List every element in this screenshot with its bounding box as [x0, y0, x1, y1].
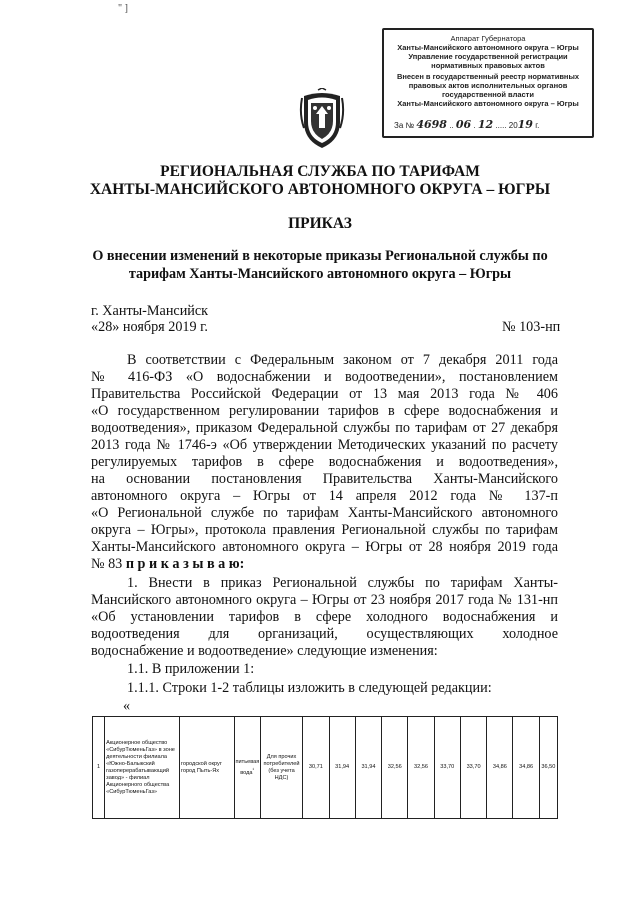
organization-cell: Акционерное общество «СибурТюменьГаз» в зоне деятельности филиала «Южно-Балыкский газоперерабатывающий завод» - филиал Акционерного общества «СибурТюменьГаз»	[105, 717, 180, 819]
para1-line: № 416-ФЗ «О водоснабжении и водоотведении», постановлением	[91, 369, 558, 385]
stamp-reg-month: 12	[477, 118, 494, 131]
item-1-1: 1.1. В приложении 1:	[127, 661, 255, 677]
stamp-registration	[394, 120, 539, 130]
tariff-value: 32,56	[408, 717, 434, 819]
row-number: 1	[93, 717, 105, 819]
tariff-value: 31,94	[355, 717, 381, 819]
para2-line: Мансийского автономного округа – Югры от 23 ноября 2017 года № 131-нп	[91, 592, 558, 608]
service-cell	[234, 717, 260, 819]
tariff-value: 33,70	[434, 717, 460, 819]
tariff-table	[92, 716, 558, 819]
document-type: ПРИКАЗ	[288, 215, 352, 232]
para1-line: на основании постановления Правительства Ханты-Мансийского	[91, 471, 558, 487]
stamp-reg-year-prefix: 20	[508, 121, 518, 130]
coat-of-arms-icon	[298, 88, 346, 152]
subject-line-2: тарифам Ханты-Мансийского автономного округа – Югры	[128, 266, 512, 282]
tariff-value: 30,71	[303, 717, 329, 819]
item-1-1-1: 1.1.1. Строки 1-2 таблицы изложить в следующей редакции:	[127, 680, 492, 696]
stamp-reg-day: 06	[455, 118, 472, 131]
quote-open: «	[123, 698, 131, 714]
protocol-number: № 83	[91, 556, 123, 572]
tariff-value: 34,86	[487, 717, 513, 819]
para1-line: округа – Югры», протокола правления Региональной службы по тарифам	[91, 522, 558, 538]
city: г. Ханты-Мансийск	[91, 303, 209, 319]
stamp-line: Ханты-Мансийского автономного округа – Югры	[397, 43, 579, 52]
page-mark: " ]	[118, 3, 128, 14]
registration-stamp	[382, 28, 594, 138]
para1-line: регулируемых тарифов в сфере водоснабжения и водоотведения»,	[91, 454, 558, 470]
para2-line: водоотведения для организаций, осуществляющих холодное	[91, 626, 558, 642]
order-number: № 103-нп	[502, 319, 561, 335]
stamp-line: Внесен в государственный реестр нормативных	[396, 72, 580, 81]
stamp-separator: ..	[449, 121, 456, 130]
para1-line: В соответствии с Федеральным законом от 7 декабря 2011 года	[127, 352, 558, 368]
subject-line-1: О внесении изменений в некоторые приказы Региональной службы по	[92, 248, 548, 264]
tariff-value: 32,56	[382, 717, 408, 819]
stamp-line: Управление государственной регистрации	[408, 52, 568, 61]
territory-cell: городской округ город Пыть-Ях	[179, 717, 234, 819]
para1-line: 2013 года № 1746-э «Об утверждении Методических указаний по расчету	[91, 437, 558, 453]
stamp-line: нормативных правовых актов	[431, 61, 545, 70]
stamp-line: государственной власти	[442, 90, 534, 99]
order-word: п р и к а з ы в а ю:	[125, 556, 245, 572]
stamp-reg-suffix: г.	[535, 121, 540, 130]
tariff-value: 31,94	[329, 717, 355, 819]
stamp-line: Ханты-Мансийского автономного округа – Югры	[397, 99, 579, 108]
para2-line: «Об установлении тарифов в сфере холодного водоснабжения и	[91, 609, 558, 625]
stamp-line: Аппарат Губернатора	[450, 34, 526, 43]
para1-line: «О государственном регулировании тарифов в сфере водоснабжения и	[91, 403, 558, 419]
stamp-reg-prefix: За №	[394, 121, 415, 130]
stamp-separator: .....	[495, 121, 509, 130]
stamp-line: правовых актов исполнительных органов	[408, 81, 568, 90]
order-date: «28» ноября 2019 г.	[91, 319, 208, 335]
org-title-line-2: ХАНТЫ-МАНСИЙСКОГО АВТОНОМНОГО ОКРУГА – ЮГРЫ	[89, 181, 551, 198]
table-row	[93, 717, 558, 819]
tariff-value: 36,50	[539, 717, 557, 819]
tariff-value: 33,70	[460, 717, 486, 819]
para2-last-line: водоснабжение и водоотведение» следующие изменения:	[91, 643, 438, 659]
consumer-cell: Для прочих потребителей (без учета НДС)	[260, 717, 302, 819]
stamp-reg-number: 4698	[416, 118, 447, 131]
stamp-reg-year: 19	[517, 118, 533, 131]
para1-line: водоотведения», приказом Федеральной службы по тарифам от 27 декабря	[91, 420, 558, 436]
para1-line: автономного округа – Югры от 14 апреля 2012 года № 137-п	[91, 488, 558, 504]
para1-line: «О Региональной службе по тарифам Ханты-Мансийского автономного	[91, 505, 558, 521]
para2-line: 1. Внести в приказ Региональной службы по тарифам Ханты-	[127, 575, 558, 591]
para1-line: Ханты-Мансийского автономного округа – Югры от 28 ноября 2019 года	[91, 539, 558, 555]
service-note: ¹	[252, 766, 255, 772]
para1-line: Правительства Российской Федерации от 13 мая 2013 года № 406	[91, 386, 558, 402]
org-title-line-1: РЕГИОНАЛЬНАЯ СЛУЖБА ПО ТАРИФАМ	[160, 163, 480, 180]
service-text: питьевая вода	[235, 758, 260, 776]
tariff-value: 34,86	[513, 717, 539, 819]
stamp-separator: .	[473, 121, 478, 130]
para1-last-line	[91, 556, 244, 573]
